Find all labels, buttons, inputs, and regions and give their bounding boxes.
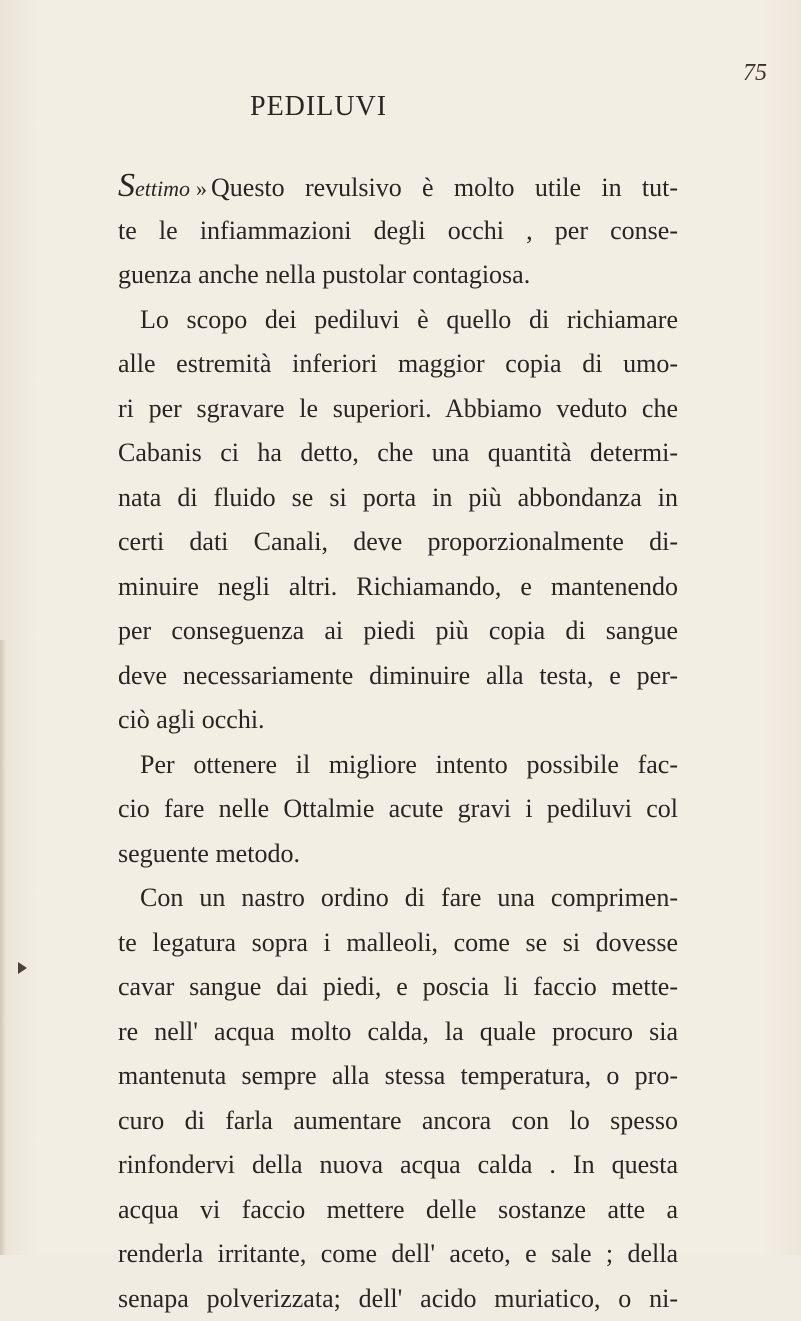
text-line: Cabanis ci ha detto, che una quantità determi- <box>118 431 678 476</box>
margin-arrow-icon <box>18 962 27 974</box>
first-line-text: Questo revulsivo è molto utile in tut- <box>211 173 678 202</box>
text-line: Per ottenere il migliore intento possibile fac- <box>118 743 678 788</box>
text-line: per conseguenza ai piedi più copia di sangue <box>118 609 678 654</box>
settimo-word: ettimo <box>135 176 190 201</box>
body-text <box>118 164 678 1321</box>
page-number: 75 <box>743 60 767 87</box>
text-line-1 <box>118 164 678 209</box>
drop-initial: S <box>118 167 135 204</box>
text-line: cavar sangue dai piedi, e poscia li faccio mette- <box>118 965 678 1010</box>
text-line: te legatura sopra i malleoli, come se si dovesse <box>118 921 678 966</box>
text-line: re nell' acqua molto calda, la quale procuro sia <box>118 1010 678 1055</box>
text-line: senapa polverizzata; dell' acido muriatico, o ni- <box>118 1277 678 1321</box>
text-line: deve necessariamente diminuire alla testa, e per- <box>118 654 678 699</box>
text-line: cio fare nelle Ottalmie acute gravi i pediluvi col <box>118 787 678 832</box>
text-line: curo di farla aumentare ancora con lo spesso <box>118 1099 678 1144</box>
text-line: guenza anche nella pustolar contagiosa. <box>118 253 678 298</box>
text-line: acqua vi faccio mettere delle sostanze atte a <box>118 1188 678 1233</box>
text-line: ri per sgravare le superiori. Abbiamo veduto che <box>118 387 678 432</box>
text-line: Lo scopo dei pediluvi è quello di richiamare <box>118 298 678 343</box>
text-line: certi dati Canali, deve proporzionalmente di- <box>118 520 678 565</box>
text-line: mantenuta sempre alla stessa temperatura, o pro- <box>118 1054 678 1099</box>
page-edge-shadow <box>0 640 6 1255</box>
text-line: ciò agli occhi. <box>118 698 678 743</box>
text-line: rinfondervi della nuova acqua calda . In questa <box>118 1143 678 1188</box>
text-line: nata di fluido se si porta in più abbondanza in <box>118 476 678 521</box>
text-line: Con un nastro ordino di fare una comprimen- <box>118 876 678 921</box>
quote-mark: » <box>196 176 207 201</box>
text-line: seguente metodo. <box>118 832 678 877</box>
text-line: te le infiammazioni degli occhi , per conse- <box>118 209 678 254</box>
text-line: renderla irritante, come dell' aceto, e sale ; della <box>118 1232 678 1277</box>
text-line: alle estremità inferiori maggior copia di umo- <box>118 342 678 387</box>
running-head: PEDILUVI <box>250 91 387 123</box>
text-line: minuire negli altri. Richiamando, e mantenendo <box>118 565 678 610</box>
